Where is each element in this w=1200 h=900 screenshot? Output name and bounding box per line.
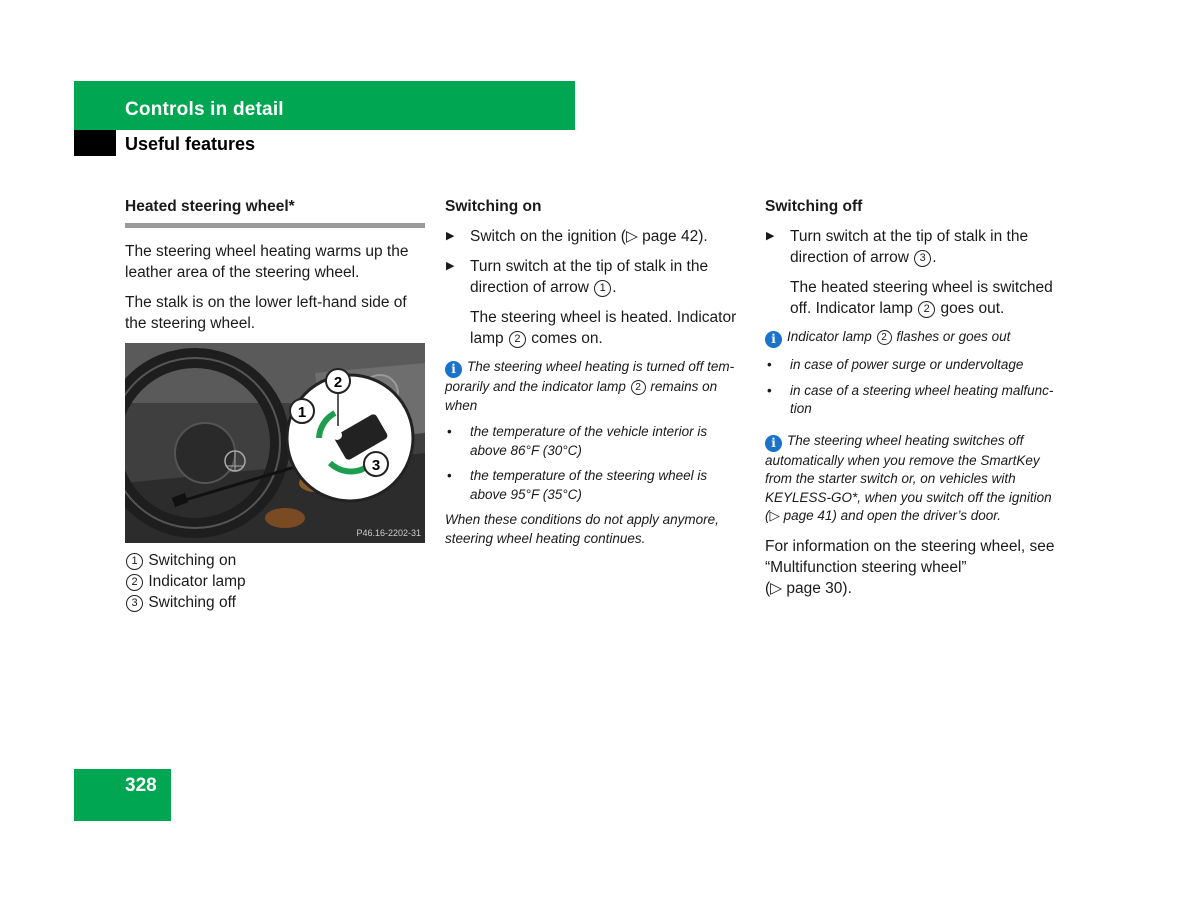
info-note: i The steering wheel heating switches off automatically when you remove the SmartKey from the starter switch or, on vehicles with KEYLESS-GO*, when you switch off the ignition (▷ page 41) and open the driver’s door. [765,432,1052,523]
step-arrow-icon: ▶ [446,230,455,242]
figure-callout-1: 1 [297,404,307,421]
heading-rule [125,223,425,228]
legend-number: 2 [126,574,143,591]
callout-number: 1 [594,280,611,297]
column-switching-off [765,196,1065,608]
steering-wheel-illustration [125,343,425,543]
column-switching-on [445,196,745,556]
section-subtitle: Useful features [125,134,256,154]
reference-paragraph: For information on the steering wheel, see “Multifunction steering wheel” (▷ page 30). [765,537,1055,597]
step-ignition: ▶ Switch on the ignition (▷ page 42). [446,228,708,245]
list-item: • in case of a steering wheel heating malfunc-tion [767,382,1054,416]
steering-wheel-figure [125,343,425,543]
step-turn-switch-off: ▶ Turn switch at the tip of stalk in the direction of arrow 3 . [766,228,1029,266]
list-item: • the temperature of the steering wheel is above 95°F (35°C) [447,468,708,502]
step-turn-switch: ▶ Turn switch at the tip of stalk in the direction of arrow 1 . [446,258,709,296]
legend-number: 3 [126,595,143,612]
column-heated-steering-wheel [125,196,425,613]
legend-label: Switching on [148,552,237,569]
info-note: i Indicator lamp 2 flashes or goes out [765,328,1065,348]
page-number: 328 [125,775,157,796]
heading-switching-on: Switching on [445,198,542,215]
legend-item-switching-off [125,592,425,613]
step-arrow-icon: ▶ [446,260,455,272]
step-result: The heated steering wheel is switched off. Indicator lamp 2 goes out. [790,279,1053,317]
legend-label: Indicator lamp [148,573,246,590]
stalk-location-paragraph: The stalk is on the lower left-hand side of the steering wheel. [125,294,407,332]
legend-item-switching-on [125,550,425,571]
callout-number: 2 [877,330,892,345]
section-title: Controls in detail [125,99,284,120]
list-item: • the temperature of the vehicle interior is above 86°F (30°C) [447,424,708,458]
callout-number: 3 [914,250,931,267]
callout-number: 2 [918,301,935,318]
list-item: • in case of power surge or undervoltage [767,357,1024,372]
step-arrow-icon: ▶ [766,230,775,242]
callout-number: 2 [509,331,526,348]
legend-item-indicator-lamp [125,571,425,592]
info-icon: i [765,435,782,452]
legend-label: Switching off [148,594,236,611]
figure-code: P46.16-2202-31 [356,528,421,538]
info-icon: i [445,361,462,378]
figure-callout-3: 3 [371,457,381,474]
info-icon: i [765,331,782,348]
heading-heated-steering-wheel: Heated steering wheel* [125,198,295,215]
closing-note: When these conditions do not apply anymore, steering wheel heating continues. [445,512,719,546]
step-result: The steering wheel is heated. Indicator lamp 2 comes on. [470,309,737,347]
figure-callout-2: 2 [333,374,343,391]
heading-switching-off: Switching off [765,198,863,215]
info-note: i The steering wheel heating is turned off tem-porarily and the indicator lamp 2 remains on when [445,359,735,413]
intro-paragraph: The steering wheel heating warms up the leather area of the steering wheel. [125,243,409,281]
callout-number: 2 [631,380,646,395]
legend-number: 1 [126,553,143,570]
header-tab-marker [74,130,116,156]
